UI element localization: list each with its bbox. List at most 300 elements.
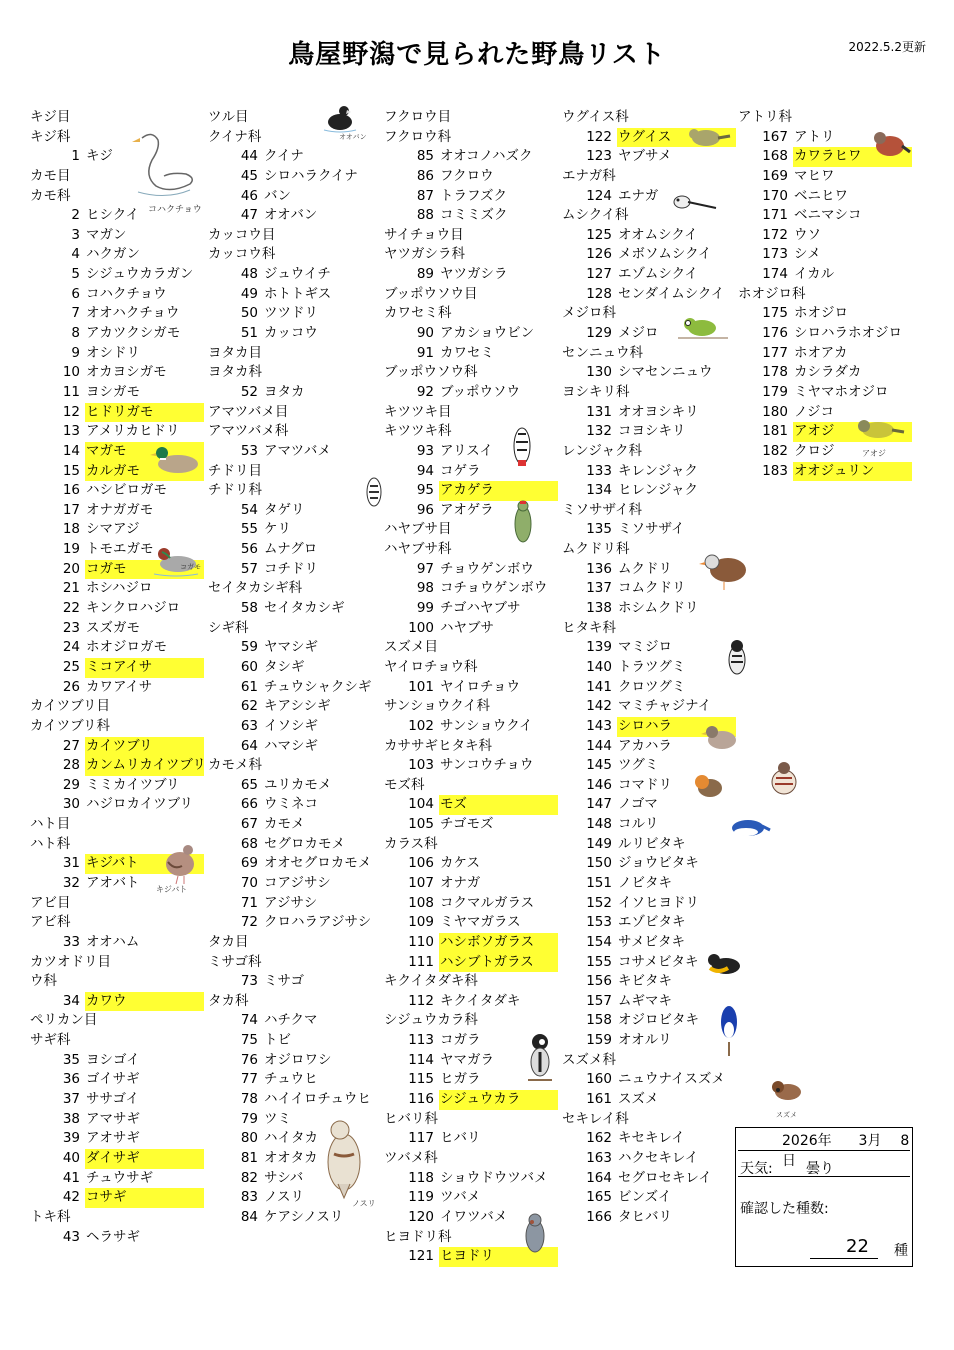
species-name: カンムリカイツブリ [85, 756, 204, 776]
species-name: ハマシギ [264, 737, 318, 754]
species-name: サンコウチョウ [440, 757, 534, 774]
species-row[interactable] [30, 324, 208, 344]
species-name: ウミネコ [264, 796, 318, 813]
species-row[interactable] [384, 579, 562, 599]
page-title: 鳥屋野潟で見られた野鳥リスト [288, 40, 666, 70]
species-name: メボソムシクイ [618, 246, 712, 263]
species-name: アメリカヒドリ [86, 423, 180, 440]
species-row[interactable] [30, 344, 208, 364]
species-number: 169 [762, 167, 788, 184]
species-row-observed[interactable] [384, 1090, 562, 1110]
species-row[interactable] [208, 678, 386, 698]
species-row[interactable] [562, 913, 740, 933]
species-name: アトリ [794, 128, 835, 145]
species-row[interactable] [208, 835, 386, 855]
species-row[interactable] [30, 678, 208, 698]
komadori-illustration [690, 770, 730, 804]
species-name: カワラヒワ [793, 147, 912, 167]
species-name: シマセンニュウ [618, 364, 713, 381]
species-number: 133 [586, 462, 612, 479]
species-name: シロハラホオジロ [794, 325, 902, 342]
species-name: オナガ [440, 874, 481, 891]
species-number: 37 [62, 1091, 80, 1108]
species-name: キクイタダキ [440, 992, 521, 1009]
species-number: 131 [586, 403, 612, 420]
species-row[interactable] [208, 1011, 386, 1031]
species-row[interactable] [562, 265, 740, 285]
species-row-observed[interactable] [30, 658, 208, 678]
species-number: 103 [408, 757, 434, 774]
species-row[interactable] [208, 658, 386, 678]
species-row-observed[interactable] [30, 756, 208, 776]
species-name: コマドリ [618, 776, 672, 793]
family-heading: トキ科 [30, 1208, 71, 1225]
species-name: チョウゲンボウ [440, 560, 534, 577]
species-row[interactable] [738, 324, 916, 344]
species-row-observed[interactable] [30, 1188, 208, 1208]
species-row[interactable] [30, 304, 208, 324]
species-row[interactable] [562, 1090, 740, 1110]
species-name: キセキレイ [618, 1130, 685, 1147]
species-row[interactable] [208, 795, 386, 815]
species-name: ヒドリガモ [85, 403, 204, 423]
species-row[interactable] [30, 638, 208, 658]
species-number: 174 [762, 266, 788, 283]
species-name: シジュウカラ [439, 1090, 558, 1110]
species-row[interactable] [738, 383, 916, 403]
species-name: ヒバリ [440, 1130, 481, 1147]
species-row[interactable] [384, 147, 562, 167]
species-row[interactable] [562, 422, 740, 442]
species-row[interactable] [562, 403, 740, 423]
family-heading: カモ目 [30, 167, 71, 184]
species-name: バン [264, 187, 291, 204]
species-row[interactable] [562, 874, 740, 894]
species-number: 138 [586, 600, 612, 617]
species-name: オオバン [264, 207, 318, 224]
species-row[interactable] [208, 206, 386, 226]
species-row[interactable] [384, 1129, 562, 1149]
species-name: スズガモ [86, 619, 140, 636]
species-row[interactable] [208, 737, 386, 757]
species-name: オオハクチョウ [86, 305, 180, 322]
record-year[interactable]: 2026年 [782, 1133, 832, 1149]
species-name: コガラ [440, 1032, 481, 1049]
species-row[interactable] [384, 383, 562, 403]
species-name: オジロビタキ [618, 1012, 699, 1029]
species-number: 141 [586, 678, 612, 695]
family-heading: キクイタダキ科 [384, 973, 478, 990]
species-number: 142 [586, 698, 612, 715]
species-name: ハイイロチュウヒ [264, 1091, 371, 1108]
species-number: 23 [62, 619, 80, 636]
record-weather-value[interactable]: 曇り [806, 1161, 834, 1177]
species-row[interactable] [30, 776, 208, 796]
family-heading: ヒバリ科 [384, 1110, 438, 1127]
family-heading: シジュウカラ科 [384, 1012, 478, 1029]
species-number: 76 [240, 1051, 258, 1068]
species-number: 128 [586, 285, 612, 302]
species-row[interactable] [208, 1051, 386, 1071]
species-row-observed[interactable] [30, 992, 208, 1012]
species-row[interactable] [562, 285, 740, 305]
species-name: イワツバメ [440, 1208, 508, 1225]
species-name: ヨシガモ [86, 383, 140, 400]
species-row[interactable] [208, 815, 386, 835]
species-name: カワセミ [440, 344, 494, 361]
species-row[interactable] [208, 1031, 386, 1051]
species-number: 104 [408, 796, 434, 813]
species-name: ウグイス [617, 128, 736, 148]
species-row[interactable] [30, 1070, 208, 1090]
species-row[interactable] [562, 599, 740, 619]
species-name: エナガ [618, 187, 659, 204]
species-row[interactable] [738, 363, 916, 383]
species-name: ハイタカ [264, 1130, 318, 1147]
species-row[interactable] [738, 304, 916, 324]
species-number: 78 [240, 1091, 258, 1108]
species-row[interactable] [738, 265, 916, 285]
species-row[interactable] [384, 1169, 562, 1189]
species-number: 55 [240, 521, 258, 538]
species-number: 21 [62, 580, 80, 597]
species-number: 16 [62, 482, 80, 499]
family-heading: ヨシキリ科 [562, 383, 630, 400]
species-number: 135 [586, 521, 612, 538]
record-month[interactable]: 3月 [858, 1133, 882, 1149]
species-row[interactable] [30, 1090, 208, 1110]
species-row[interactable] [208, 285, 386, 305]
species-row-observed[interactable] [30, 737, 208, 757]
species-row[interactable] [384, 619, 562, 639]
species-number: 165 [586, 1189, 612, 1206]
species-row[interactable] [384, 187, 562, 207]
species-name: エゾビタキ [618, 914, 686, 931]
species-number: 83 [240, 1189, 258, 1206]
species-number: 38 [62, 1110, 80, 1127]
species-number: 32 [62, 874, 80, 891]
species-row[interactable] [208, 560, 386, 580]
species-row[interactable] [384, 265, 562, 285]
species-row[interactable] [208, 894, 386, 914]
species-column-3 [384, 108, 562, 1267]
species-name: アオバト [86, 874, 140, 891]
family-heading: ツル目 [208, 109, 249, 125]
dove-caption: キジバト [156, 885, 188, 894]
species-row[interactable] [208, 540, 386, 560]
species-name: ジョウビタキ [618, 855, 699, 872]
species-number: 53 [240, 442, 258, 459]
species-row[interactable] [30, 1110, 208, 1130]
species-row[interactable] [384, 560, 562, 580]
species-number: 90 [416, 325, 434, 342]
species-row[interactable] [30, 481, 208, 501]
species-row[interactable] [30, 383, 208, 403]
species-number: 36 [62, 1071, 80, 1088]
species-number: 183 [762, 462, 788, 479]
species-name: アマサギ [86, 1110, 140, 1127]
species-number: 70 [240, 874, 258, 891]
species-name: ミヤマホオジロ [794, 383, 889, 400]
species-name: ジュウイチ [264, 266, 331, 283]
species-number: 28 [62, 757, 80, 774]
species-row[interactable] [738, 226, 916, 246]
species-number: 121 [408, 1248, 434, 1265]
species-row[interactable] [30, 795, 208, 815]
species-row[interactable] [562, 1188, 740, 1208]
teal-illustration [150, 538, 202, 578]
species-row[interactable] [384, 206, 562, 226]
updated-date: 2022.5.2更新 [848, 40, 926, 54]
species-row[interactable] [30, 245, 208, 265]
species-number: 120 [408, 1208, 434, 1225]
species-row[interactable] [208, 501, 386, 521]
family-heading: カツオドリ目 [30, 953, 111, 970]
species-number: 42 [62, 1189, 80, 1206]
species-row[interactable] [562, 520, 740, 540]
species-row[interactable] [384, 678, 562, 698]
family-heading: ハヤブサ科 [384, 541, 452, 558]
species-row-observed[interactable] [738, 462, 916, 482]
species-name: ヤイロチョウ [440, 678, 521, 695]
species-number: 74 [240, 1012, 258, 1029]
species-number: 87 [416, 187, 434, 204]
species-row-observed[interactable] [30, 403, 208, 423]
koruri-illustration [724, 812, 772, 844]
species-number: 18 [62, 521, 80, 538]
species-row[interactable] [30, 285, 208, 305]
species-row[interactable] [208, 442, 386, 462]
species-row[interactable] [30, 619, 208, 639]
species-row[interactable] [208, 147, 386, 167]
species-row-observed[interactable] [384, 795, 562, 815]
family-heading: ブッポウソウ目 [384, 285, 478, 302]
species-row[interactable] [30, 599, 208, 619]
species-name: ムナグロ [264, 541, 318, 558]
family-heading: タカ目 [208, 933, 249, 950]
species-row[interactable] [208, 304, 386, 324]
species-name: オオセグロカモメ [264, 855, 372, 872]
species-number: 66 [240, 796, 258, 813]
species-row[interactable] [30, 265, 208, 285]
species-row[interactable] [208, 1070, 386, 1090]
species-name: コムクドリ [618, 580, 686, 597]
species-row[interactable] [30, 933, 208, 953]
species-row[interactable] [30, 1228, 208, 1248]
species-row[interactable] [208, 972, 386, 992]
species-row[interactable] [208, 383, 386, 403]
species-name: シロハラクイナ [264, 167, 358, 184]
species-name: カルガモ [85, 462, 204, 482]
white-eye-illustration [676, 312, 730, 346]
species-row[interactable] [384, 344, 562, 364]
species-name: ムクドリ [618, 560, 672, 577]
species-row[interactable] [30, 1129, 208, 1149]
species-row[interactable] [562, 226, 740, 246]
species-number: 33 [62, 933, 80, 950]
species-number: 59 [240, 639, 258, 656]
species-name: コヨシキリ [618, 423, 686, 440]
species-name: ヒガラ [440, 1071, 481, 1088]
species-name: カワアイサ [86, 678, 153, 695]
species-row-observed[interactable] [384, 933, 562, 953]
species-row[interactable] [208, 1208, 386, 1228]
species-name: コサメビタキ [618, 953, 699, 970]
dove-illustration [158, 840, 200, 888]
species-row[interactable] [562, 854, 740, 874]
species-row[interactable] [562, 462, 740, 482]
species-row[interactable] [384, 717, 562, 737]
species-row[interactable] [562, 363, 740, 383]
species-row[interactable] [208, 776, 386, 796]
species-number: 98 [416, 580, 434, 597]
species-row[interactable] [208, 520, 386, 540]
species-row[interactable] [384, 815, 562, 835]
species-name: ツツドリ [264, 305, 318, 322]
species-number: 105 [408, 816, 434, 833]
record-day[interactable]: 8日 [782, 1133, 910, 1169]
record-count-unit: 種 [894, 1243, 908, 1259]
species-name: カッコウ [264, 325, 318, 342]
species-row-observed[interactable] [30, 1149, 208, 1169]
species-row[interactable] [30, 363, 208, 383]
species-row[interactable] [384, 992, 562, 1012]
species-row[interactable] [384, 324, 562, 344]
species-row[interactable] [562, 245, 740, 265]
species-row[interactable] [562, 1070, 740, 1090]
species-row[interactable] [738, 206, 916, 226]
species-row[interactable] [30, 226, 208, 246]
species-name: サシバ [264, 1169, 304, 1186]
species-name: アジサシ [264, 894, 318, 911]
record-count-value[interactable]: 22 [846, 1236, 869, 1257]
species-row[interactable] [208, 717, 386, 737]
species-name: コミミズク [440, 207, 508, 224]
species-name: ルリビタキ [618, 835, 686, 852]
species-row[interactable] [562, 835, 740, 855]
species-number: 123 [586, 148, 612, 165]
family-heading: ヤツガシラ科 [384, 246, 465, 263]
species-name: スズメ [618, 1091, 659, 1108]
species-row[interactable] [30, 422, 208, 442]
species-row[interactable] [562, 1149, 740, 1169]
species-name: ヤマガラ [440, 1051, 494, 1068]
species-row[interactable] [208, 324, 386, 344]
species-number: 116 [408, 1091, 434, 1108]
species-row[interactable] [208, 167, 386, 187]
family-heading: ブッポウソウ科 [384, 364, 478, 381]
buzzard-caption: ノスリ [352, 1199, 376, 1208]
species-row[interactable] [30, 501, 208, 521]
species-number: 100 [408, 619, 434, 636]
species-row[interactable] [208, 697, 386, 717]
family-heading: カイツブリ目 [30, 698, 111, 715]
thrush-illustration [722, 638, 752, 684]
species-name: ミサゴ [264, 973, 304, 990]
species-row[interactable] [208, 913, 386, 933]
species-number: 111 [408, 953, 434, 970]
species-row[interactable] [738, 344, 916, 364]
species-row[interactable] [562, 678, 740, 698]
family-heading: カイツブリ科 [30, 717, 111, 734]
species-row[interactable] [562, 697, 740, 717]
species-number: 86 [416, 167, 434, 184]
mallard-illustration [150, 440, 202, 478]
species-row[interactable] [208, 854, 386, 874]
species-row[interactable] [208, 599, 386, 619]
species-number: 11 [62, 383, 80, 400]
species-name: オオタカ [264, 1149, 318, 1166]
species-row[interactable] [208, 638, 386, 658]
species-number: 109 [408, 914, 434, 931]
species-row[interactable] [384, 1188, 562, 1208]
species-number: 81 [240, 1149, 258, 1166]
species-column-4 [562, 108, 740, 1228]
species-name: マミチャジナイ [618, 698, 712, 715]
species-number: 82 [240, 1169, 258, 1186]
species-number: 13 [62, 423, 80, 440]
species-name: カイツブリ [85, 737, 204, 757]
species-number: 41 [62, 1169, 80, 1186]
species-row[interactable] [30, 1169, 208, 1189]
species-row[interactable] [208, 874, 386, 894]
species-row[interactable] [738, 187, 916, 207]
species-row[interactable] [738, 245, 916, 265]
species-row[interactable] [562, 1169, 740, 1189]
species-row[interactable] [384, 913, 562, 933]
species-number: 48 [240, 266, 258, 283]
species-row[interactable] [384, 854, 562, 874]
species-row[interactable] [384, 167, 562, 187]
species-row[interactable] [562, 1208, 740, 1228]
species-number: 68 [240, 835, 258, 852]
species-row[interactable] [208, 187, 386, 207]
species-row[interactable] [208, 1090, 386, 1110]
species-number: 65 [240, 776, 258, 793]
species-name: キジ [86, 148, 113, 165]
species-name: メジロ [618, 325, 659, 342]
species-number: 71 [240, 894, 258, 911]
species-row[interactable] [384, 894, 562, 914]
family-heading: ヨタカ目 [208, 344, 262, 361]
species-name: サンショウクイ [440, 717, 533, 734]
species-name: コハクチョウ [86, 285, 167, 302]
species-row-observed[interactable] [384, 953, 562, 973]
family-heading: モズ科 [384, 776, 425, 793]
species-row[interactable] [30, 1051, 208, 1071]
family-heading: ペリカン目 [30, 1012, 98, 1029]
species-name: ハクガン [86, 246, 140, 263]
species-row[interactable] [30, 579, 208, 599]
species-name: オオコノハズク [440, 148, 533, 165]
species-row[interactable] [738, 167, 916, 187]
species-name: ケアシノスリ [264, 1208, 344, 1225]
species-row[interactable] [562, 481, 740, 501]
species-row[interactable] [562, 1129, 740, 1149]
species-row[interactable] [562, 894, 740, 914]
species-row[interactable] [562, 658, 740, 678]
species-row[interactable] [384, 756, 562, 776]
species-row[interactable] [384, 874, 562, 894]
species-row[interactable] [562, 638, 740, 658]
species-row[interactable] [562, 815, 740, 835]
kogera-illustration [362, 470, 386, 514]
species-row[interactable] [208, 265, 386, 285]
species-name: ハクセキレイ [618, 1149, 699, 1166]
species-name: トモエガモ [86, 541, 154, 558]
species-row[interactable] [384, 599, 562, 619]
record-weather-label: 天気: [740, 1161, 773, 1177]
